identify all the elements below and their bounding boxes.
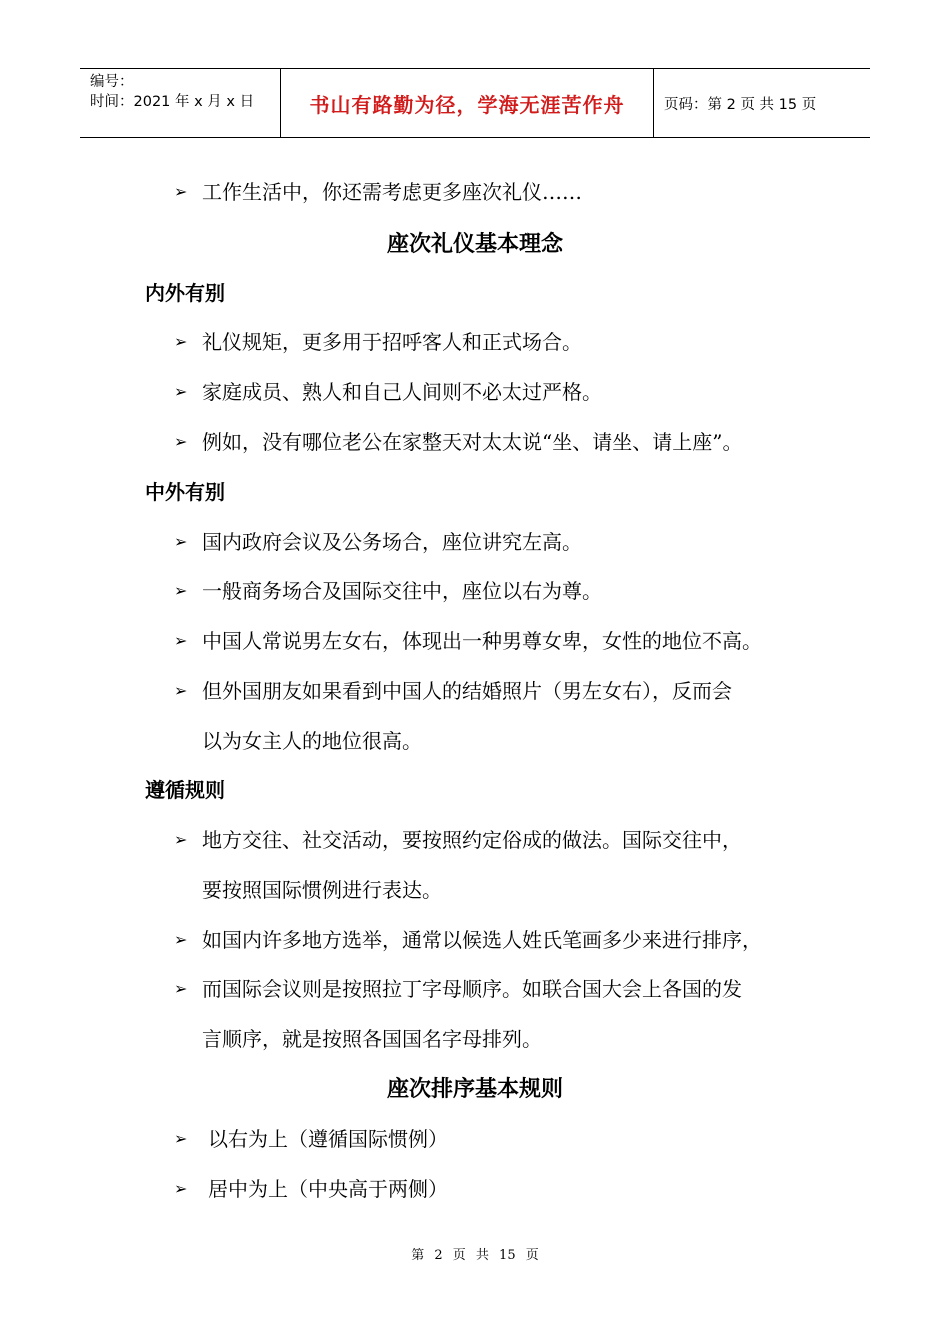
- list-item-continuation: 以为女主人的地位很高。: [202, 729, 422, 753]
- header-meta: [80, 69, 281, 137]
- list-item: 礼仪规矩，更多用于招呼客人和正式场合。: [202, 330, 582, 354]
- intro-text: 工作生活中，你还需考虑更多座次礼仪……: [202, 180, 582, 204]
- bullet-icon: ➢: [174, 1129, 188, 1148]
- heading-china-foreign: 中外有别: [145, 480, 225, 504]
- bullet-icon: ➢: [174, 1179, 188, 1198]
- section-title-2: 座次排序基本规则: [386, 1076, 563, 1102]
- bullet-icon: ➢: [174, 631, 188, 650]
- list-item-continuation: 要按照国际惯例进行表达。: [202, 878, 442, 902]
- header-motto: 书山有路勤为径，学海无涯苦作舟: [281, 69, 654, 137]
- section-title-1: 座次礼仪基本理念: [386, 231, 563, 257]
- bullet-icon: ➢: [174, 979, 188, 998]
- heading-inner-outer: 内外有别: [145, 281, 225, 305]
- time-label: 时间：2021 年 x 月 x 日: [90, 94, 255, 110]
- bullet-icon: ➢: [174, 532, 188, 551]
- list-item: 中国人常说男左女右，体现出一种男尊女卑，女性的地位不高。: [202, 629, 762, 653]
- list-item: 如国内许多地方选举，通常以候选人姓氏笔画多少来进行排序，: [202, 928, 762, 952]
- list-item: 一般商务场合及国际交往中，座位以右为尊。: [202, 579, 602, 603]
- bullet-icon: ➢: [174, 182, 188, 201]
- bullet-icon: ➢: [174, 382, 188, 401]
- header-page-label: 页码：第 2 页 共 15 页: [664, 96, 817, 113]
- list-item: 地方交往、社交活动，要按照约定俗成的做法。国际交往中，: [202, 828, 742, 852]
- bullet-icon: ➢: [174, 681, 188, 700]
- document-header: [80, 68, 870, 138]
- list-item: 以右为上（遵循国际惯例）: [208, 1127, 448, 1151]
- list-item: 国内政府会议及公务场合，座位讲究左高。: [202, 530, 582, 554]
- list-item: 但外国朋友如果看到中国人的结婚照片（男左女右），反而会: [202, 679, 732, 703]
- bullet-icon: ➢: [174, 432, 188, 451]
- list-item: 例如，没有哪位老公在家整天对太太说“坐、请坐、请上座”。: [202, 430, 743, 454]
- bullet-icon: ➢: [174, 930, 188, 949]
- list-item: 而国际会议则是按照拉丁字母顺序。如联合国大会上各国的发: [202, 977, 742, 1001]
- number-label: 编号：: [90, 74, 134, 90]
- bullet-icon: ➢: [174, 581, 188, 600]
- page-footer: 第 2 页 共 15 页: [411, 1248, 539, 1263]
- bullet-icon: ➢: [174, 332, 188, 351]
- heading-follow-rules: 遵循规则: [145, 778, 225, 802]
- bullet-icon: ➢: [174, 830, 188, 849]
- list-item-continuation: 言顺序，就是按照各国国名字母排列。: [202, 1027, 542, 1051]
- list-item: 家庭成员、熟人和自己人间则不必太过严格。: [202, 380, 602, 404]
- list-item: 居中为上（中央高于两侧）: [208, 1177, 448, 1201]
